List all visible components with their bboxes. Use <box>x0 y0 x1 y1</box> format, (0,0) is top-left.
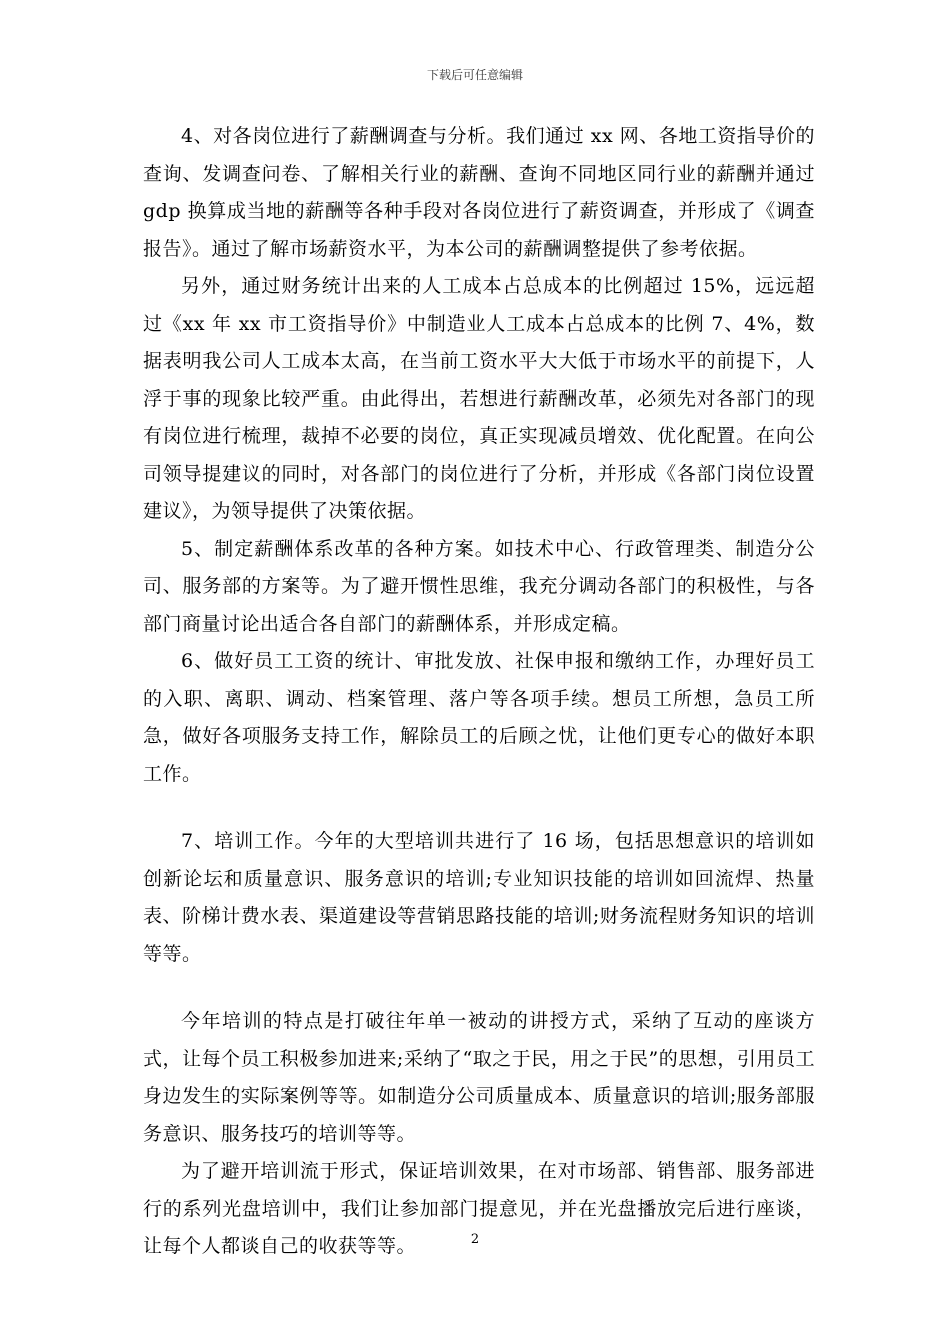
paragraph-spacer <box>143 793 815 823</box>
paragraph-training-effect: 为了避开培训流于形式，保证培训效果，在对市场部、销售部、服务部进行的系列光盘培训中，我们让参加部门提意见，并在光盘播放完后进行座谈，让每个人都谈自己的收获等等。 <box>143 1160 815 1257</box>
paragraph-spacer <box>143 973 815 1003</box>
paragraph-salary-survey: 4、对各岗位进行了薪酬调查与分析。我们通过 xx 网、各地工资指导价的查询、发调查问卷、了解相关行业的薪酬、查询不同地区同行业的薪酬并通过 gdp 换算成当地的薪酬等各种手段对各岗位进行了薪资调查，并形成了《调查报告》。通过了解市场薪资水平，为本公司的薪酬调整提供了参考依据。 <box>143 125 815 260</box>
paragraph-salary-plan: 5、制定薪酬体系改革的各种方案。如技术中心、行政管理类、制造分公司、服务部的方案等。为了避开惯性思维，我充分调动各部门的积极性，与各部门商量讨论出适合各自部门的薪酬体系，并形成定稿。 <box>143 537 815 635</box>
paragraph-training-features: 今年培训的特点是打破往年单一被动的讲授方式，采纳了互动的座谈方式，让每个员工积极参加进来;采纳了“取之于民，用之于民”的思想，引用员工身边发生的实际案例等等。如制造分公司质量成本、质量意识的培训;服务部服务意识、服务技巧的培训等等。 <box>143 1010 815 1145</box>
document-body <box>143 118 815 1266</box>
header-note: 下载后可任意编辑 <box>426 68 523 82</box>
page-number: 2 <box>470 1232 480 1247</box>
paragraph-payroll-work: 6、做好员工工资的统计、审批发放、社保申报和缴纳工作，办理好员工的入职、离职、调动、档案管理、落户等各项手续。想员工所想，急员工所急，做好各项服务支持工作，解除员工的后顾之忧，让他们更专心的做好本职工作。 <box>143 650 815 785</box>
paragraph-labor-cost: 另外，通过财务统计出来的人工成本占总成本的比例超过 15%，远远超过《xx 年 xx 市工资指导价》中制造业人工成本占总成本的比例 7、4%，数据表明我公司人工成本太高，在当前工资水平大大低于市场水平的前提下，人浮于事的现象比较严重。由此得出，若想进行薪酬改革，必须先对各部门的现有岗位进行梳理，裁掉不必要的岗位，真正实现减员增效、优化配置。在向公司领导提建议的同时，对各部门的岗位进行了分析，并形成《各部门岗位设置建议》，为领导提供了决策依据。 <box>143 275 815 522</box>
paragraph-training-work: 7、培训工作。今年的大型培训共进行了 16 场，包括思想意识的培训如创新论坛和质量意识、服务意识的培训;专业知识技能的培训如回流焊、热量表、阶梯计费水表、渠道建设等营销思路技能的培训;财务流程财务知识的培训等等。 <box>143 830 815 965</box>
